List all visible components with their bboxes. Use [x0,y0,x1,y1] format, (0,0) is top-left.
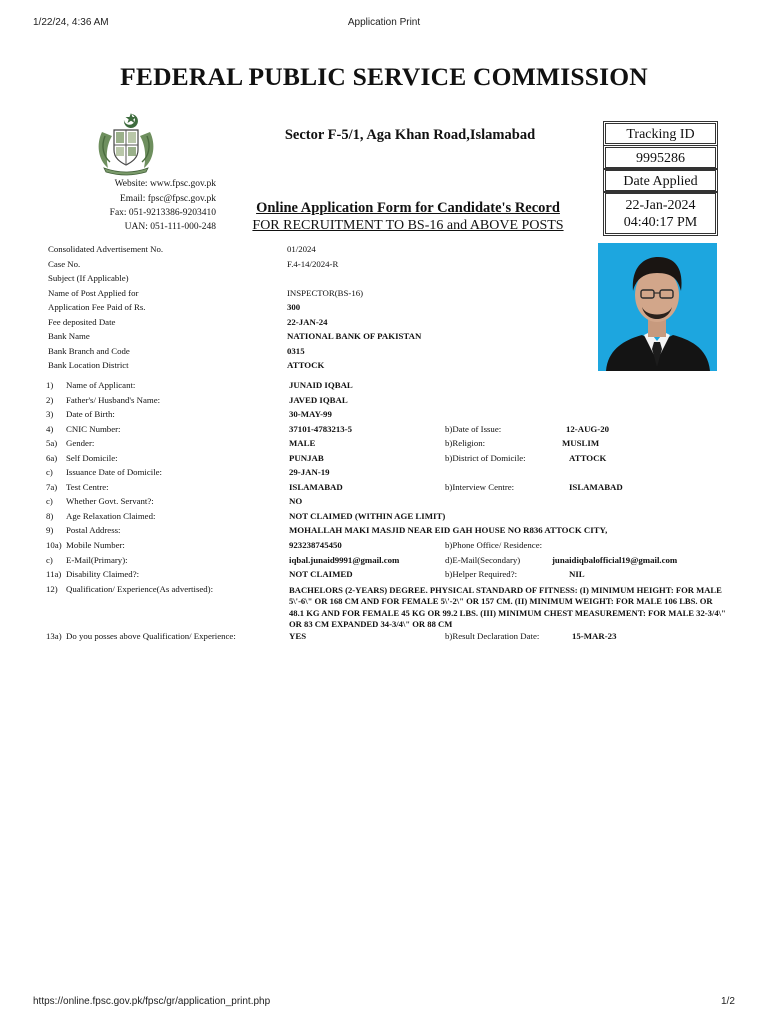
contact-uan: UAN: 051-111-000-248 [124,222,216,232]
dob-value: 30-MAY-99 [289,409,332,419]
result-declaration-value: 15-MAR-23 [572,631,617,641]
gender-label: Gender: [66,438,95,448]
advert-label: Consolidated Advertisement No. [48,244,164,254]
disability-label: Disability Claimed?: [66,569,140,579]
advert-value: F.4-14/2024-R [287,258,339,269]
print-page-number: 1/2 [721,996,735,1007]
date-applied-value: 22-Jan-2024 [625,198,696,213]
helper-required-value: NIL [569,569,585,579]
field-number: 10a) [46,540,62,550]
possess-qualification-label: Do you posses above Qualification/ Experience: [66,631,236,641]
date-applied-label: Date Applied [605,170,716,191]
date-applied-box [605,193,716,234]
dob-label: Date of Birth: [66,409,115,419]
field-number: 3) [46,409,54,419]
helper-required-label: b)Helper Required?: [445,569,518,579]
form-title: Online Application Form for Candidate's Record [256,200,560,216]
gender-value: MALE [289,438,316,448]
candidate-photo [598,243,717,371]
domicile-label: Self Domicile: [66,453,118,463]
qualification-value: BACHELORS (2-YEARS) DEGREE. PHYSICAL STANDARD OF FITNESS: (I) MINIMUM HEIGHT: FOR MALE 5\'-6\" OR 168 CM AND FOR FEMALE 5\'-2\" OR 157 CM. (II) MINIMUM WEIGHT: FOR MALE 106 LBS. OR 48.1 KG AND FOR FEMALE 45 KG OR 99.2 LBS. (III) MINIMUM CHEST MEASUREMENT: FOR MALE 32-3/4\" OR 83 CM EXPANDED 34-3/4\" OR 88 CM [289,585,726,629]
age-relaxation-label: Age Relaxation Claimed: [66,511,156,521]
possess-qualification-value: YES [289,631,307,641]
govt-servant-label: Whether Govt. Servant?: [66,496,154,506]
email-primary-label: E-Mail(Primary): [66,555,128,565]
commission-address: Sector F-5/1, Aga Khan Road,Islamabad [284,127,536,143]
cnic-label: CNIC Number: [66,424,121,434]
advert-label: Case No. [48,258,81,269]
advert-value: NATIONAL BANK OF PAKISTAN [287,331,422,341]
email-secondary-label: d)E-Mail(Secondary) [445,555,521,565]
page-title: FEDERAL PUBLIC SERVICE COMMISSION [120,62,648,91]
contact-email: Email: fpsc@fpsc.gov.pk [120,194,216,204]
tracking-id-value: 9995286 [605,147,716,168]
field-number: 11a) [46,569,62,579]
test-centre-value: ISLAMABAD [289,482,343,492]
advert-value: 300 [287,302,301,312]
advert-value: 0315 [287,345,305,356]
cnic-value: 37101-4783213-5 [289,424,353,434]
cnic-issue-date-label: b)Date of Issue: [445,424,502,434]
advert-label: Subject (If Applicable) [48,273,129,283]
field-number: 6a) [46,453,58,463]
age-relaxation-value: NOT CLAIMED (WITHIN AGE LIMIT) [289,511,446,521]
field-number: 7a) [46,482,58,492]
domicile-value: PUNJAB [289,453,324,463]
result-declaration-label: b)Result Declaration Date: [445,631,540,641]
cnic-issue-date-value: 12-AUG-20 [566,424,610,434]
field-number: c) [46,467,53,477]
father-name-label: Father's/ Husband's Name: [66,395,161,405]
email-primary-value: iqbal.junaid9991@gmail.com [289,555,400,565]
field-number: 2) [46,395,54,405]
applicant-name-value: JUNAID IQBAL [289,380,353,390]
form-subtitle: FOR RECRUITMENT TO BS-16 and ABOVE POSTS [252,218,564,233]
government-emblem-icon [94,110,158,176]
interview-centre-label: b)Interview Centre: [445,482,515,492]
religion-value: MUSLIM [562,438,600,448]
domicile-district-value: ATTOCK [569,453,607,463]
phone-office-label: b)Phone Office/ Residence: [445,540,543,550]
govt-servant-value: NO [289,496,303,506]
test-centre-label: Test Centre: [66,482,109,492]
interview-centre-value: ISLAMABAD [569,482,623,492]
advert-value: INSPECTOR(BS-16) [287,287,364,298]
contact-fax: Fax: 051-9213386-9203410 [109,208,216,218]
field-number: 9) [46,525,54,535]
domicile-district-label: b)District of Domicile: [445,453,526,463]
field-number: 12) [46,584,58,594]
time-applied-value: 04:40:17 PM [623,215,698,230]
field-number: 8) [46,511,54,521]
postal-address-value: MOHALLAH MAKI MASJID NEAR EID GAH HOUSE NO R836 ATTOCK CITY, [289,525,608,535]
applicant-name-label: Name of Applicant: [66,380,136,390]
domicile-issue-value: 29-JAN-19 [289,467,330,477]
advert-label: Bank Name [48,331,90,341]
mobile-value: 923238745450 [289,540,342,550]
advert-label: Bank Location District [48,360,129,370]
mobile-label: Mobile Number: [66,540,125,550]
advert-label: Fee deposited Date [48,316,116,327]
father-name-value: JAVED IQBAL [289,395,348,405]
email-secondary-value: junaidiqbalofficial19@gmail.com [552,555,678,565]
disability-value: NOT CLAIMED [289,569,353,579]
religion-label: b)Religion: [445,438,486,448]
tracking-id-label: Tracking ID [605,123,716,144]
print-page-title: Application Print [347,17,421,28]
advert-value: 01/2024 [287,244,316,254]
advert-label: Name of Post Applied for [48,287,139,298]
advert-label: Application Fee Paid of Rs. [48,302,146,312]
postal-address-label: Postal Address: [66,525,121,535]
field-number: c) [46,555,53,565]
print-url: https://online.fpsc.gov.pk/fpsc/gr/application_print.php [33,996,271,1007]
field-number: 5a) [46,438,58,448]
advert-value: 22-JAN-24 [287,316,328,327]
field-number: 1) [46,380,54,390]
field-number: 4) [46,424,54,434]
print-datetime: 1/22/24, 4:36 AM [33,17,109,28]
advert-value: ATTOCK [287,360,325,370]
qualification-label: Qualification/ Experience(As advertised): [66,584,214,594]
contact-website: Website: www.fpsc.gov.pk [114,179,216,189]
field-number: c) [46,496,53,506]
field-number: 13a) [46,631,62,641]
advert-label: Bank Branch and Code [48,345,130,356]
domicile-issue-label: Issuance Date of Domicile: [66,467,162,477]
